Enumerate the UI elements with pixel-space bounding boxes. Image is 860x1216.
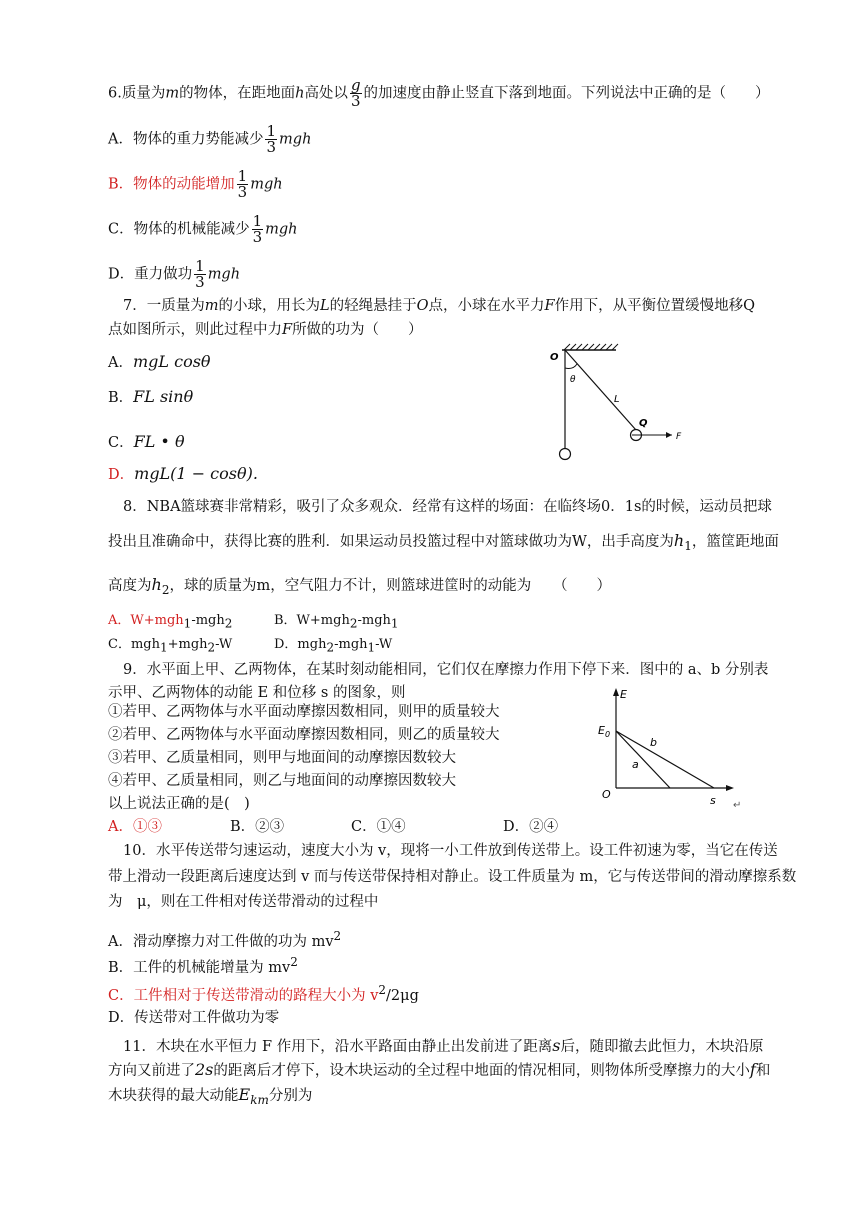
displaced-rope: [565, 350, 636, 430]
q9-option-c: C．①④: [351, 819, 406, 835]
label-b: b: [650, 736, 657, 749]
q6-text: 的物体，在距地面: [179, 85, 296, 102]
q6-option-a: A．物体的重力势能减少 $\frac{1}{3}$ mgh: [108, 122, 312, 156]
q6-stem: [108, 78, 770, 109]
q8-option-c: C．mgh$_1$+mgh$_2$-W: [108, 637, 233, 655]
label-e: E: [620, 688, 627, 701]
q9-energy-graph: [590, 684, 760, 814]
q10-option-d: D．传送带对工件做功为零: [108, 1010, 280, 1026]
label-o: O: [550, 352, 559, 363]
label-a: a: [632, 758, 639, 771]
q7-option-a: A．mgL cosθ: [108, 352, 211, 371]
q8-option-d: D．mgh$_2$-mgh$_1$-W: [274, 637, 393, 655]
q6-var-m: m: [165, 85, 180, 102]
return-mark: ↵: [733, 800, 742, 811]
q7-option-b: B．FL sinθ: [108, 387, 194, 406]
ball-equilibrium: [560, 449, 571, 460]
label-o: O: [602, 788, 611, 801]
q6-option-c: C．物体的机械能减少 $\frac{1}{3}$ mgh: [108, 212, 298, 246]
q9-option-b: B．②③: [230, 819, 285, 835]
q11-stem-line3: 木块获得的最大动能$E_{km}$分别为: [108, 1085, 313, 1107]
q6-fraction-g3: $\frac{g}{3}$: [350, 76, 361, 110]
label-l: L: [614, 394, 620, 405]
q10-option-a: A．滑动摩擦力对工件做的功为 $mv^2$: [108, 929, 342, 950]
label-e0: $E_0$: [598, 724, 611, 739]
q9-item-1: ①若甲、乙两物体与水平面动摩擦因数相同，则甲的质量较大: [108, 704, 500, 720]
q9-item-3: ③若甲、乙质量相同，则甲与地面间的动摩擦因数较大: [108, 750, 456, 766]
theta-arc: [565, 364, 577, 369]
label-s: s: [710, 794, 716, 807]
q6-option-d: D．重力做功 $\frac{1}{3}$ mgh: [108, 257, 241, 291]
q10-stem-line1: 10．水平传送带匀速运动，速度大小为 v，现将一小工件放到传送带上。设工件初速为零，当它在传送: [123, 843, 778, 859]
q10-stem-line2: 带上滑动一段距离后速度达到 v 而与传送带保持相对静止。设工件质量为 m，它与传送带间的滑动摩擦系数: [108, 869, 797, 885]
e-axis-arrow: [613, 688, 619, 696]
q7-pendulum-figure: [540, 340, 710, 470]
q6-option-b: B．物体的动能增加 $\frac{1}{3}$ mgh: [108, 167, 283, 201]
q9-stem-line1: 9．水平面上甲、乙两物体，在某时刻动能相同，它们仅在摩擦力作用下停下来．图中的 a、b 分别表: [123, 662, 769, 678]
label-f: F: [676, 432, 682, 442]
q9-options: [108, 817, 559, 837]
q6-var-h: h: [295, 85, 305, 102]
q9-item-2: ②若甲、乙两物体与水平面动摩擦因数相同，则乙的质量较大: [108, 727, 500, 743]
q10-stem-line3: 为 μ，则在工件相对传送带滑动的过程中: [108, 894, 379, 910]
q11-stem-line1: 11．木块在水平恒力 F 作用下，沿水平路面由静止出发前进了距离s后，随即撤去此恒力，木块沿原: [123, 1036, 764, 1055]
force-arrowhead: [666, 432, 672, 438]
q8-stem-line1: 8．NBA篮球赛非常精彩，吸引了众多观众．经常有这样的场面：在临终场0．1s的时候，运动员把球: [123, 499, 772, 515]
q8-option-b: B．W+mgh$_2$-mgh$_1$: [274, 613, 399, 631]
q7-option-d: D．mgL(1 − cosθ).: [108, 464, 258, 483]
q9-option-d: D．②④: [503, 819, 559, 835]
q6-text: 的加速度由静止竖直下落到地面。下列说法中正确的是（ ）: [363, 85, 770, 102]
s-axis-arrow: [726, 785, 734, 791]
q8-option-a: A．W+mgh$_1$-mgh$_2$: [108, 613, 233, 631]
q10-option-b: B．工件的机械能增量为 $mv^2$: [108, 955, 298, 976]
q8-stem-line2: 投出且准确命中，获得比赛的胜利．如果运动员投篮过程中对篮球做功为W，出手高度为$h_1$，篮筐距地面: [108, 531, 779, 553]
label-theta: θ: [570, 375, 576, 385]
q9-stem-line2: 示甲、乙两物体的动能 E 和位移 s 的图象，则: [108, 685, 406, 701]
q11-stem-line2: 方向又前进了2s的距离后才停下，设木块运动的全过程中地面的情况相同，则物体所受摩擦力的大小f和: [108, 1060, 771, 1079]
line-a: [616, 731, 670, 788]
q7-option-c: C．FL • θ: [108, 432, 185, 451]
line-b: [616, 731, 714, 788]
label-q: Q: [639, 418, 648, 429]
q9-option-a: A．①③: [108, 819, 162, 835]
q7-stem-line2: 点如图所示，则此过程中力F所做的功为（ ）: [108, 322, 423, 338]
q8-stem-line3: 高度为$h_2$，球的质量为m，空气阻力不计，则篮球进筐时的动能为 （ ）: [108, 575, 611, 597]
q9-conclusion: 以上说法正确的是( ): [108, 796, 250, 812]
q6-text: 6.质量为: [108, 85, 166, 102]
q6-text: 高处以: [304, 85, 348, 102]
q10-option-c: C．工件相对于传送带滑动的路程大小为 $v^2/2\mu g$: [108, 983, 419, 1004]
ceiling-hatch: [564, 344, 618, 350]
q9-item-4: ④若甲、乙质量相同，则乙与地面间的动摩擦因数较大: [108, 773, 456, 789]
q7-stem-line1: 7．一质量为m的小球，用长为L的轻绳悬挂于O点，小球在水平力F作用下，从平衡位置缓慢地移Q: [123, 298, 755, 314]
